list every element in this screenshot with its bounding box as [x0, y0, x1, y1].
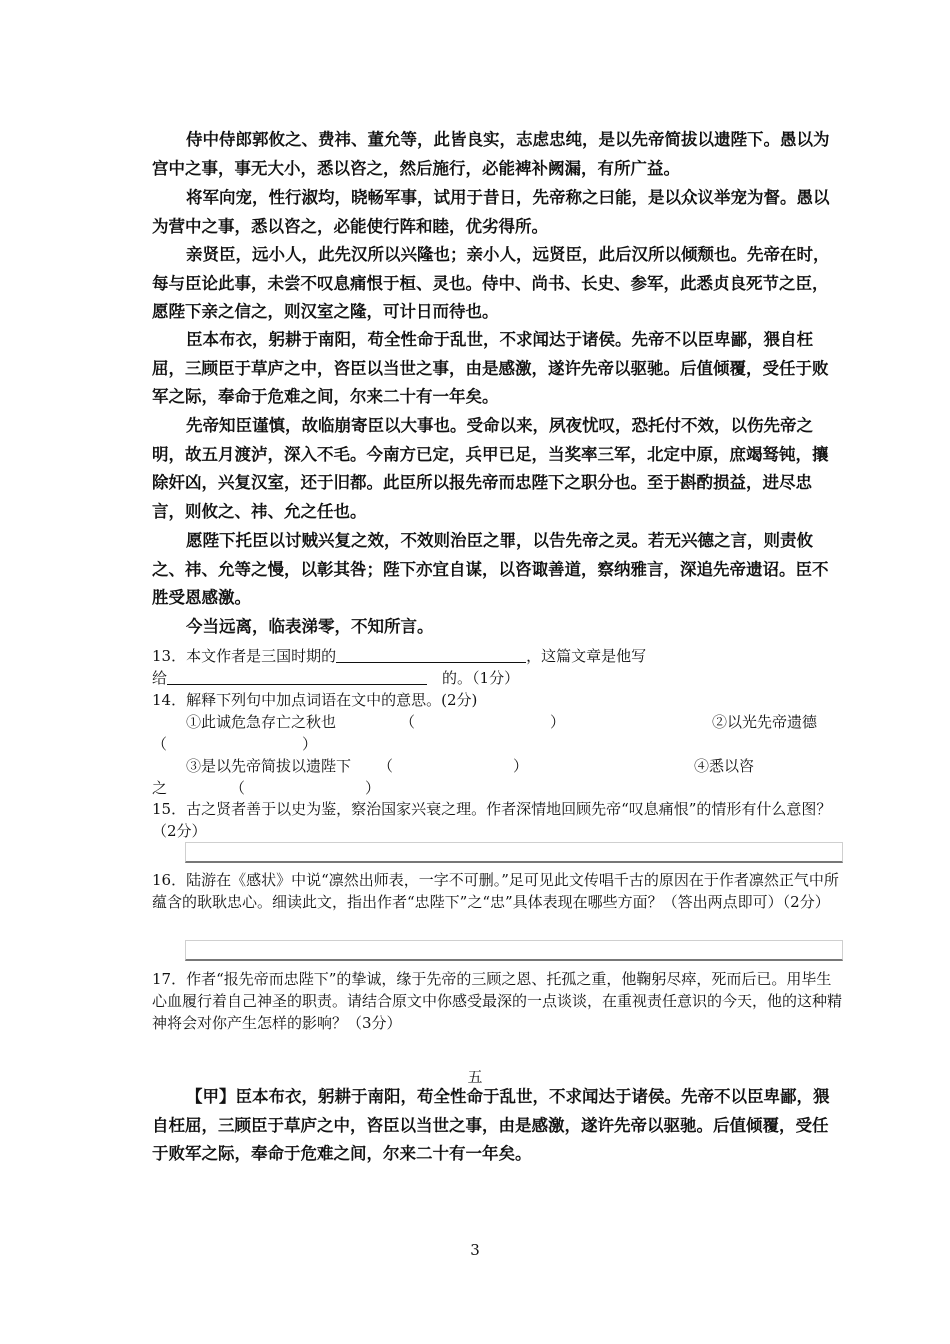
q14-item-4-continued: 之	[152, 779, 168, 797]
passage-paragraph-6: 愿陛下托臣以讨贼兴复之效，不效则治臣之罪，以告先帝之灵。若无兴德之言，则责攸之、祎、允等之慢，以彰其咎；陛下亦宜自谋，以咨诹善道，察纳雅言，深追先帝遗诏。臣不胜受恩感激。	[152, 531, 829, 607]
q15-answer-box[interactable]	[185, 842, 843, 863]
page-number: 3	[470, 1241, 480, 1259]
passage-paragraph-3: 亲贤臣，远小人，此先汉所以兴隆也；亲小人，远贤臣，此后汉所以倾颓也。先帝在时，每与臣论此事，未尝不叹息痛恨于桓、灵也。侍中、尚书、长史、参军，此悉贞良死节之臣，愿陛下亲之信之，则汉室之隆，可计日而待也。	[152, 245, 830, 321]
q14-stem: 14．解释下列句中加点词语在文中的意思。(2分)	[152, 691, 478, 709]
passage-paragraph-2: 将军向宠，性行淑均，晓畅军事，试用于昔日，先帝称之曰能，是以众议举宠为督。愚以为营中之事，悉以咨之，必能使行阵和睦，优劣得所。	[152, 188, 830, 236]
q14-item-2: ②以光先帝遗德	[712, 713, 818, 731]
q13-text-2: ，这篇文章是他写	[526, 647, 647, 665]
passage-paragraph-1: 侍中侍郎郭攸之、费祎、董允等，此皆良实，志虑忠纯，是以先帝简拔以遗陛下。愚以为宫中之事，事无大小，悉以咨之，然后施行，必能裨补阙漏，有所广益。	[152, 130, 830, 178]
question-17: 17．作者“报先帝而忠陛下”的挚诚，缘于先帝的三顾之恩、托孤之重，他鞠躬尽瘁，死而后已。用毕生心血履行着自己神圣的职责。请结合原文中你感受最深的一点谈谈，在重视责任意识的今天，他的这种精神将会对你产生怎样的影响？（3分）	[152, 970, 843, 1032]
question-16: 16．陆游在《感状》中说“凛然出师表，一字不可删。”足可见此文传唱千古的原因在于作者凛然正气中所蕴含的耿耿忠心。细读此文，指出作者“忠陛下”之“忠”具体表现在哪些方面？（答出两点即可）（2分）	[152, 871, 839, 911]
q13-text-1: 13．本文作者是三国时期的	[152, 647, 337, 665]
q14-item-1: ①此诚危急存亡之秋也	[186, 713, 337, 731]
q14-item-4-answer[interactable]: （ ）	[230, 779, 381, 797]
q14-item-3: ③是以先帝简拔以遗陛下	[186, 757, 352, 775]
q16-answer-box[interactable]	[185, 940, 843, 961]
passage-paragraph-7: 今当远离，临表涕零，不知所言。	[186, 617, 434, 636]
q14-item-2-answer[interactable]: （ ）	[152, 735, 318, 753]
question-13	[152, 645, 842, 689]
section-five-passage: 【甲】臣本布衣，躬耕于南阳，苟全性命于乱世，不求闻达于诸侯。先帝不以臣卑鄙，猥自枉屈，三顾臣于草庐之中，咨臣以当世之事，由是感激，遂许先帝以驱驰。后值倾覆，受任于败军之际，奉命于危难之间，尔来二十有一年矣。	[152, 1087, 830, 1163]
q14-item-3-answer[interactable]: （ ）	[378, 757, 529, 775]
question-15: 15．古之贤者善于以史为鉴，察治国家兴衰之理。作者深情地回顾先帝“叹息痛恨”的情形有什么意图？（2分）	[152, 800, 832, 840]
passage-paragraph-5: 先帝知臣谨慎，故临崩寄臣以大事也。受命以来，夙夜忧叹，恐托付不效，以伤先帝之明，故五月渡泸，深入不毛。今南方已定，兵甲已足，当奖率三军，北定中原，庶竭驽钝，攘除奸凶，兴复汉室，还于旧都。此臣所以报先帝而忠陛下之职分也。至于斟酌损益，进尽忠言，则攸之、祎、允之任也。	[152, 416, 829, 521]
passage-paragraph-4: 臣本布衣，躬耕于南阳，苟全性命于乱世，不求闻达于诸侯。先帝不以臣卑鄙，猥自枉屈，三顾臣于草庐之中，咨臣以当世之事，由是感激，遂许先帝以驱驰。后值倾覆，受任于败军之际，奉命于危难之间，尔来二十有一年矣。	[152, 330, 829, 406]
q14-item-1-answer[interactable]: （ ）	[400, 713, 566, 731]
q13-blank-dynasty[interactable]	[336, 648, 526, 663]
q14-item-4: ④悉以咨	[694, 757, 755, 775]
q13-text-3: 给	[152, 669, 168, 687]
section-five-heading: 五	[467, 1068, 483, 1086]
q13-text-4: 的。（1分）	[442, 669, 520, 687]
q13-blank-recipient[interactable]	[167, 670, 427, 685]
